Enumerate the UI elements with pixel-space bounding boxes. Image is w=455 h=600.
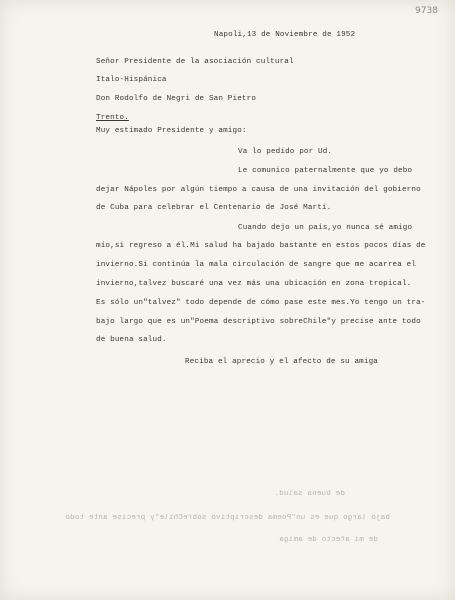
bleed-through-line: de buena salud. <box>274 490 345 498</box>
body-line: de Cuba para celebrar el Centenario de José Martí. <box>96 204 332 212</box>
archive-number: 9738 <box>415 6 438 16</box>
body-line: invierno,talvez buscaré una vez más una ubicación en zona tropical. <box>96 280 412 288</box>
body-line: mío,si regreso a él.Mi salud ha bajado bastante en estos pocos días de <box>96 242 426 250</box>
recipient-line: Italo-Hispánica <box>96 76 167 84</box>
body-line: Cuando dejo un país,yo nunca sé amigo <box>238 224 413 232</box>
body-line: invierno.Si continúa la mala circulación de sangre que me acarrea el <box>96 261 417 269</box>
salutation: Muy estimado Presidente y amigo: <box>96 127 247 135</box>
recipient-line: Don Rodolfo de Negri de San Pietro <box>96 95 257 103</box>
recipient-line: Señor Presidente de la asociación cultural <box>96 58 294 66</box>
body-line: Va lo pedido por Ud. <box>238 148 333 156</box>
body-line: Es sólo un"talvez" todo depende de cómo pase este mes.Yo tengo un tra- <box>96 299 426 307</box>
body-line: dejar Nápoles por algún tiempo a causa de una invitación del gobierno <box>96 186 421 194</box>
body-line: de buena salud. <box>96 336 167 344</box>
body-line: bajo largo que es un"Poema descriptivo sobreChile"y precise ante todo <box>96 318 421 326</box>
closing: Reciba el aprecio y el afecto de su amiga <box>185 358 378 366</box>
bleed-through-line: de mi afecto de amiga <box>279 536 378 544</box>
bleed-through-line: bajo largo que es un"Poema descriptivo sobreChile"y precise ante todo <box>65 514 390 522</box>
body-line: Le comunico paternalmente que yo debo <box>238 167 413 175</box>
recipient-city: Trento. <box>96 114 129 122</box>
date-line: Napoli,13 de Noviembre de 1952 <box>214 31 356 39</box>
